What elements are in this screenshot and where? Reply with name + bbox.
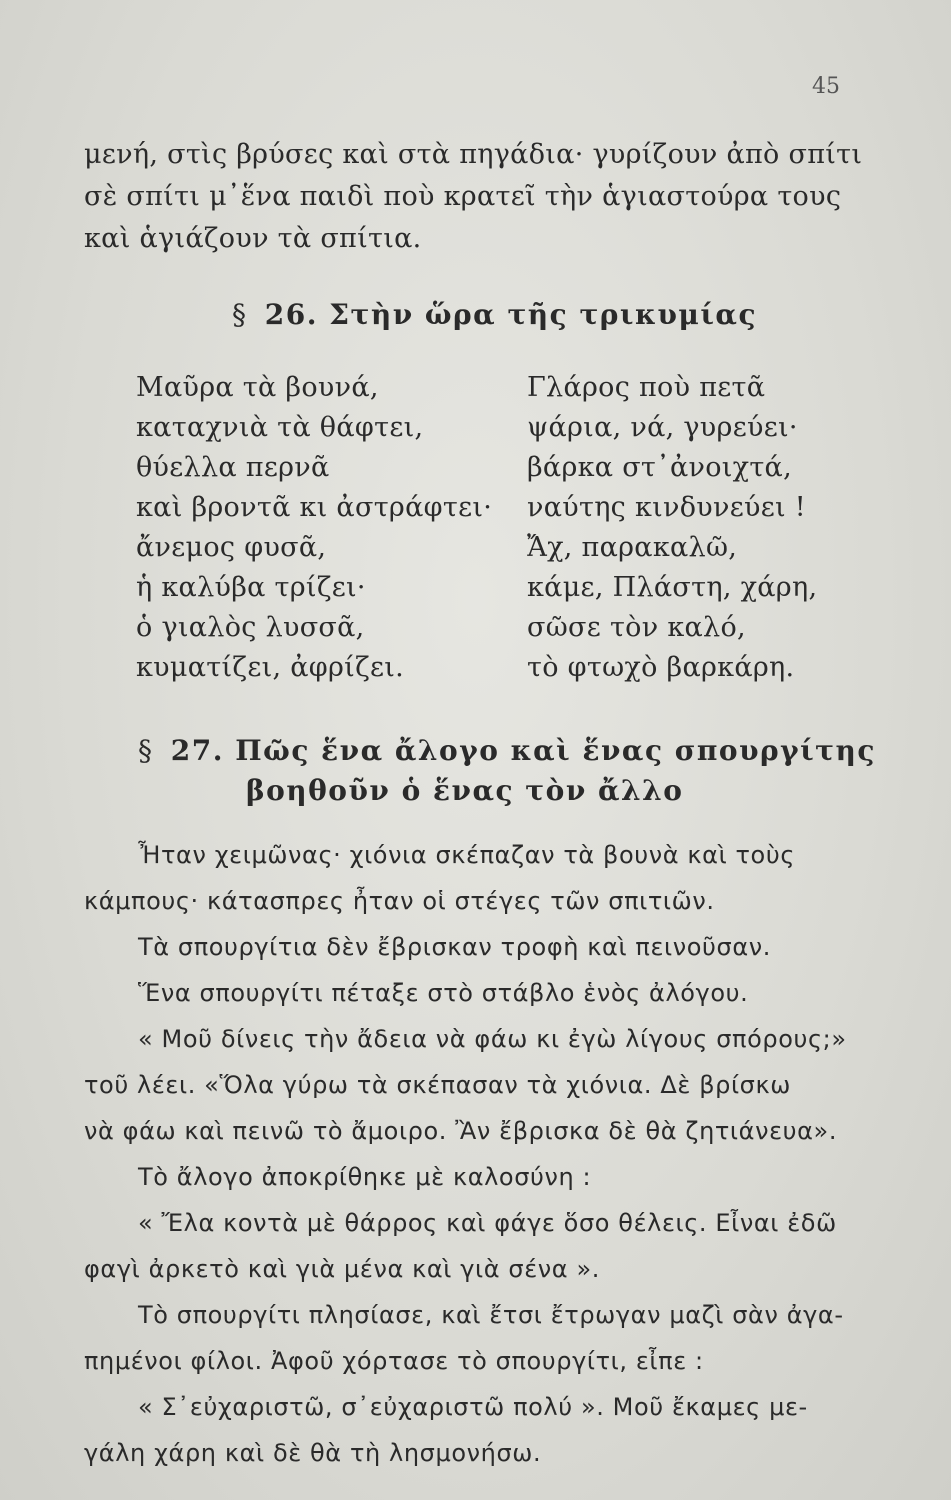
poem-line: θύελλα περνᾶ [136,452,330,483]
poem-line: ἡ καλύβα τρίζει· [136,572,366,603]
poem-line: τὸ φτωχὸ βαρκάρη. [527,652,795,683]
section-27-heading [138,734,876,767]
text-line: Τὰ σπουργίτια δὲν ἔβρισκαν τροφὴ καὶ πεινοῦσαν. [138,933,772,961]
text-line: « Ἔλα κοντὰ μὲ θάρρος καὶ φάγε ὅσο θέλεις. Εἶναι ἐδῶ [138,1209,837,1237]
poem-line: Ἄχ, παρακαλῶ, [527,532,738,563]
text-line: φαγὶ ἀρκετὸ καὶ γιὰ μένα καὶ γιὰ σένα ». [84,1255,600,1283]
intro-paragraph [84,134,874,260]
poem-line: Γλάρος ποὺ πετᾶ [527,372,766,403]
poem-line: βάρκα στ᾽ἀνοιχτά, [527,452,792,483]
poem-line: ἄνεμος φυσᾶ, [136,532,327,563]
poem-line: ναύτης κινδυνεύει ! [527,492,806,523]
section-number: 26. [264,298,318,331]
poem-line: καὶ βροντᾶ κι ἀστράφτει· [136,492,493,523]
poem-left-column [136,368,492,688]
page-number: 45 [812,74,840,99]
section-26-heading [232,298,757,331]
text-line: μενή, στὶς βρύσες καὶ στὰ πηγάδια· γυρίζουν ἀπὸ σπίτι [84,139,863,170]
text-line: σὲ σπίτι μ᾽ἕνα παιδὶ ποὺ κρατεῖ τὴν ἁγιαστούρα τους [84,181,842,212]
poem-right-column [527,368,817,688]
section-mark: § [232,298,248,331]
text-line: Ἕνα σπουργίτι πέταξε στὸ στάβλο ἑνὸς ἀλόγου. [138,979,749,1007]
section-number: 27. [170,734,224,767]
text-line: Ἦταν χειμῶνας· χιόνια σκέπαζαν τὰ βουνὰ καὶ τοὺς [138,841,796,869]
section-title-line1: Πῶς ἕνα ἄλογο καὶ ἕνας σπουργίτης [235,734,876,767]
poem-line: κάμε, Πλάστη, χάρη, [527,572,818,603]
poem-line: σῶσε τὸν καλό, [527,612,746,643]
story-text [84,832,884,1476]
text-line: « Μοῦ δίνεις τὴν ἄδεια νὰ φάω κι ἐγὼ λίγους σπόρους;» [138,1025,847,1053]
section-27-heading-line2 [246,774,683,807]
text-line: καὶ ἁγιάζουν τὰ σπίτια. [84,223,422,254]
text-line: γάλη χάρη καὶ δὲ θὰ τὴ λησμονήσω. [84,1439,542,1467]
poem-line: ὁ γιαλὸς λυσσᾶ, [136,612,365,643]
text-line: πημένοι φίλοι. Ἀφοῦ χόρτασε τὸ σπουργίτι, εἶπε : [84,1347,704,1375]
text-line: τοῦ λέει. «Ὅλα γύρω τὰ σκέπασαν τὰ χιόνια. Δὲ βρίσκω [84,1071,791,1099]
text-line: κάμπους· κάτασπρες ἦταν οἱ στέγες τῶν σπιτιῶν. [84,887,715,915]
poem-line: καταχνιὰ τὰ θάφτει, [136,412,424,443]
section-title: Στὴν ὥρα τῆς τρικυμίας [329,298,758,331]
poem-line: κυματίζει, ἀφρίζει. [136,652,405,683]
section-mark: § [138,734,154,767]
poem-line: ψάρια, νά, γυρεύει· [527,412,798,443]
text-line: νὰ φάω καὶ πεινῶ τὸ ἄμοιρο. Ἂν ἔβρισκα δὲ θὰ ζητιάνευα». [84,1117,838,1145]
text-line: Τὸ σπουργίτι πλησίασε, καὶ ἔτσι ἔτρωγαν μαζὶ σὰν ἀγα- [138,1301,844,1329]
text-line: « Σ᾽εὐχαριστῶ, σ᾽εὐχαριστῶ πολύ ». Μοῦ ἔκαμες με- [138,1393,808,1421]
poem-line: Μαῦρα τὰ βουνά, [136,372,379,403]
section-title-line2: βοηθοῦν ὁ ἕνας τὸν ἄλλο [246,774,684,807]
text-line: Τὸ ἄλογο ἀποκρίθηκε μὲ καλοσύνη : [138,1163,592,1191]
